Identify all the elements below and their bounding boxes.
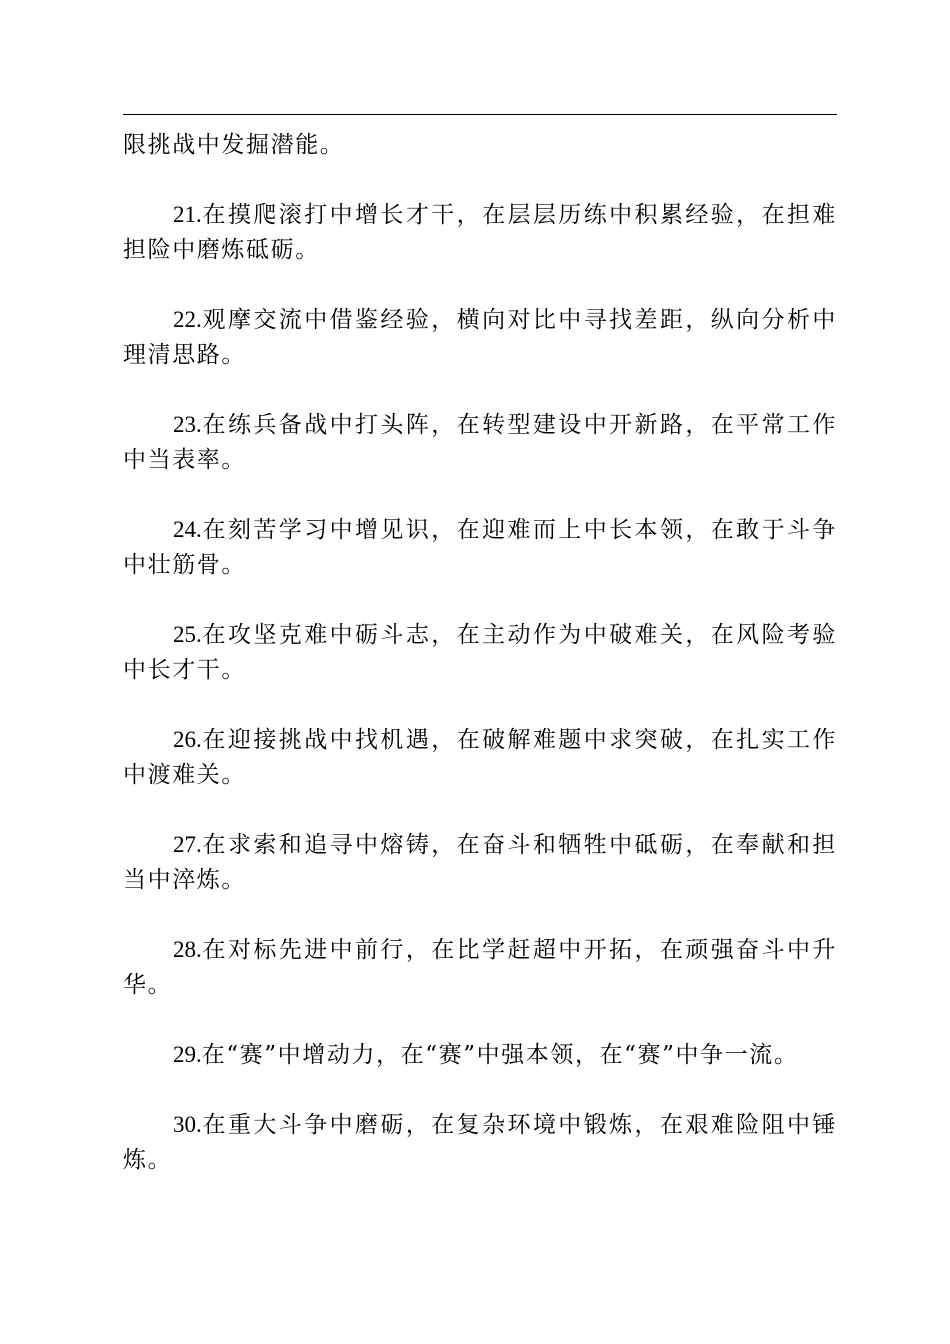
item-text: 观摩交流中借鉴经验，横向对比中寻找差距，纵向分析中理清思路。 [123, 307, 837, 368]
list-item-23 [123, 407, 837, 478]
item-number: 22. [173, 307, 202, 332]
item-number: 25. [173, 622, 202, 647]
continuation-paragraph: 限挑战中发掘潜能。 [123, 132, 345, 158]
item-number: 28. [173, 937, 202, 962]
item-number: 29. [173, 1042, 202, 1067]
item-text: 在重大斗争中磨砺，在复杂环境中锻炼，在艰难险阻中锤炼。 [123, 1112, 837, 1173]
header-rule [123, 114, 837, 115]
item-number: 24. [173, 517, 202, 542]
list-item-22 [123, 302, 837, 373]
item-number: 21. [173, 202, 202, 227]
item-text: 在求索和追寻中熔铸，在奋斗和牺牲中砥砺，在奉献和担当中淬炼。 [123, 832, 837, 893]
list-item-21 [123, 197, 837, 268]
list-item-27 [123, 827, 837, 898]
item-text: 在“赛”中增动力，在“赛”中强本领，在“赛”中争一流。 [201, 1042, 799, 1068]
item-text: 在摸爬滚打中增长才干，在层层历练中积累经验，在担难担险中磨炼砥砺。 [123, 202, 837, 263]
list-item-29 [123, 1037, 837, 1073]
item-text: 在迎接挑战中找机遇，在破解难题中求突破，在扎实工作中渡难关。 [123, 727, 837, 788]
document-body [123, 128, 837, 1212]
list-item-28 [123, 932, 837, 1003]
list-item-25 [123, 617, 837, 688]
item-number: 30. [173, 1112, 202, 1137]
item-text: 在攻坚克难中砺斗志，在主动作为中破难关，在风险考验中长才干。 [123, 622, 837, 683]
item-number: 26. [173, 727, 202, 752]
item-number: 23. [173, 412, 202, 437]
list-item-24 [123, 512, 837, 583]
item-text: 在练兵备战中打头阵，在转型建设中开新路，在平常工作中当表率。 [123, 412, 837, 473]
list-item-26 [123, 722, 837, 793]
item-number: 27. [173, 832, 202, 857]
list-item-30 [123, 1107, 837, 1178]
item-text: 在对标先进中前行，在比学赶超中开拓，在顽强奋斗中升华。 [123, 937, 837, 998]
item-text: 在刻苦学习中增见识，在迎难而上中长本领，在敢于斗争中壮筋骨。 [123, 517, 837, 578]
